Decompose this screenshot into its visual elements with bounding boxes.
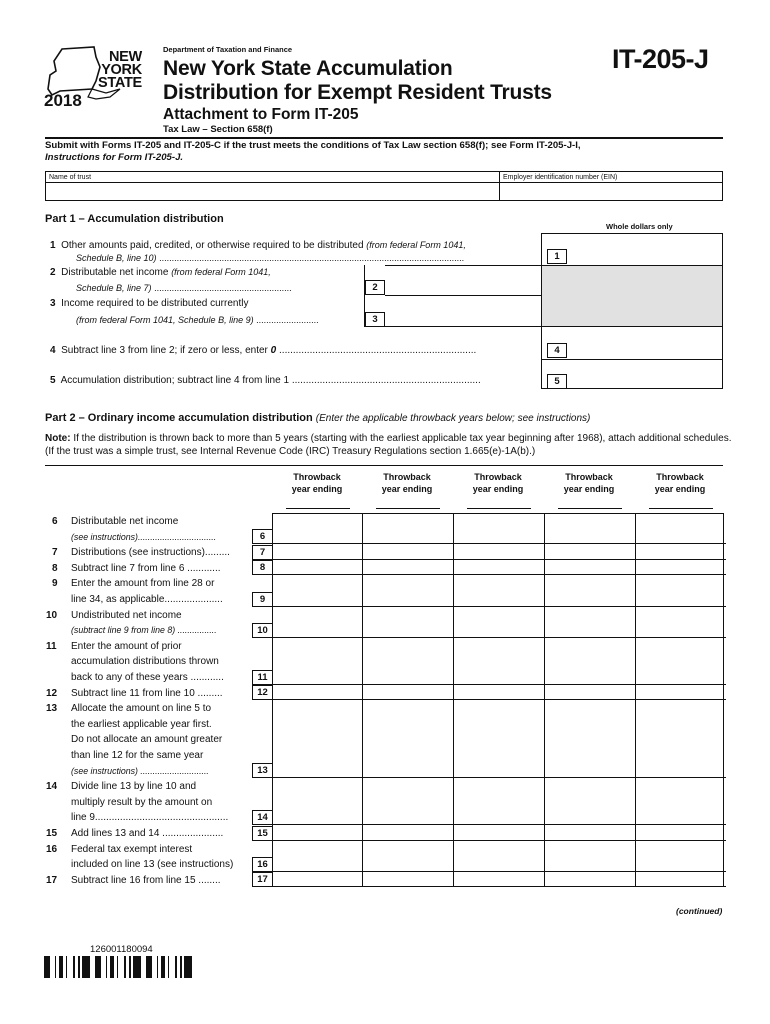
throwback-label: Throwback — [293, 472, 341, 482]
line11-text: Enter the amount of prior — [71, 640, 182, 652]
barcode-bar — [44, 956, 47, 978]
line15-cell[interactable] — [272, 825, 363, 841]
submit-text: Submit with Forms IT-205 and IT-205-C if the trust meets the conditions of Tax Law section 658(f); see Form IT-205-J-I, — [45, 140, 581, 151]
line14-cell[interactable] — [635, 778, 726, 825]
grid-top-border — [272, 513, 724, 514]
line2-label — [50, 266, 271, 279]
line10-text: (subtract line 9 from line 8) ................ — [71, 625, 217, 636]
whole-dollars-note: Whole dollars only — [606, 222, 673, 231]
barcode-bar — [168, 956, 169, 978]
part1-heading: Part 1 – Accumulation distribution — [45, 213, 224, 225]
line17-number: 17 — [46, 874, 58, 886]
line7-box: 7 — [252, 545, 272, 560]
year-ending-label: year ending — [654, 484, 706, 494]
line14-text: multiply result by the amount on — [71, 796, 213, 808]
line10-cell[interactable] — [453, 607, 544, 638]
line12-number: 12 — [46, 687, 58, 699]
line16-text: included on line 13 (see instructions) — [71, 859, 234, 871]
submit-instructions — [45, 140, 735, 164]
logo-word-york: YORK — [101, 62, 142, 78]
leader-dots: ....................................................... — [154, 283, 292, 293]
leader-dots: ....................................................................... — [279, 345, 477, 356]
line14-number: 14 — [46, 781, 58, 793]
ein-value[interactable] — [500, 183, 722, 201]
line3-label — [50, 297, 248, 310]
line10-box: 10 — [252, 623, 272, 638]
line13-text: Allocate the amount on line 5 to — [71, 703, 212, 715]
line16-cell[interactable] — [272, 841, 363, 872]
line8-number: 8 — [52, 562, 58, 574]
barcode-bar — [117, 956, 118, 978]
line12-cell[interactable] — [362, 685, 453, 701]
line7-text: Distributions (see instructions)......... — [71, 547, 230, 559]
line4-text: Subtract line 3 from line 2; if zero or less, enter — [61, 345, 268, 356]
line12-box: 12 — [252, 685, 272, 700]
ny-state-logo — [40, 45, 150, 115]
line9-text: Enter the amount from line 28 or — [71, 578, 215, 590]
barcode-bar — [180, 956, 182, 978]
line6-cell[interactable] — [272, 513, 363, 544]
line14-cell[interactable] — [362, 778, 453, 825]
part2-heading — [45, 412, 590, 424]
line11-cell[interactable] — [544, 638, 635, 685]
line17-cell[interactable] — [362, 872, 453, 888]
throwback-label: Throwback — [565, 472, 613, 482]
barcode-bar — [85, 956, 87, 978]
logo-word-new: NEW — [108, 49, 142, 65]
line7-number: 7 — [52, 547, 58, 559]
year-ending-label: year ending — [472, 484, 524, 494]
line11-cell[interactable] — [362, 638, 453, 685]
line13-text: than line 12 for the same year — [71, 750, 204, 761]
line2-box: 2 — [365, 280, 385, 295]
line6-number: 6 — [52, 516, 58, 527]
logo-word-state: STATE — [98, 75, 142, 91]
line9-box: 9 — [252, 592, 272, 607]
line8-cell[interactable] — [635, 560, 726, 576]
line1-label — [50, 239, 466, 252]
leader-dots: ......................... — [256, 315, 319, 325]
line5-number: 5 — [50, 375, 56, 386]
barcode-bar — [73, 956, 75, 978]
line5-box: 5 — [547, 374, 567, 389]
line4-number: 4 — [50, 345, 56, 356]
barcode-bar — [164, 956, 165, 978]
throwback-year-input[interactable] — [286, 508, 350, 509]
line1-text-italic: (from federal Form 1041, — [366, 240, 466, 250]
line15-cell[interactable] — [635, 825, 726, 841]
line3-number: 3 — [50, 298, 56, 309]
line11-text: accumulation distributions thrown — [71, 656, 219, 668]
trust-name-value[interactable] — [46, 183, 499, 201]
barcode-bar — [149, 956, 152, 978]
line1-box: 1 — [547, 249, 567, 264]
line3-box: 3 — [365, 312, 385, 327]
line11-text: back to any of these years ............ — [71, 672, 224, 683]
tax-year: 2018 — [44, 91, 82, 110]
line14-box: 14 — [252, 810, 272, 825]
throwback-year-header — [549, 471, 629, 495]
line2-amount[interactable] — [385, 265, 541, 296]
attachment-note: Attachment to Form IT-205 — [163, 106, 359, 123]
tax-law-reference: Tax Law – Section 658(f) — [163, 124, 273, 135]
line11-number: 11 — [46, 640, 57, 652]
line3-schedule: (from federal Form 1041, Schedule B, line 9) — [76, 315, 254, 325]
barcode-bar — [82, 956, 85, 978]
throwback-year-input[interactable] — [376, 508, 440, 509]
line8-cell[interactable] — [544, 560, 635, 576]
line15-cell[interactable] — [544, 825, 635, 841]
form-number: IT-205-J — [612, 44, 709, 74]
line10-cell[interactable] — [272, 607, 363, 638]
line6-text: (see instructions)................................ — [71, 531, 217, 542]
line1-schedule: Schedule B, line 10) — [76, 253, 157, 263]
barcode-bar — [113, 956, 114, 978]
throwback-label: Throwback — [383, 472, 431, 482]
barcode-bar — [129, 956, 131, 978]
barcode-bar — [66, 956, 67, 978]
line13-text: (see instructions) ............................ — [71, 765, 209, 776]
line8-cell[interactable] — [362, 560, 453, 576]
barcode-bar — [189, 956, 192, 978]
line16-text: Federal tax exempt interest — [71, 843, 193, 855]
throwback-year-header — [367, 471, 447, 495]
line11-cell[interactable] — [272, 638, 363, 685]
throwback-year-input[interactable] — [649, 508, 713, 509]
line7-cell[interactable] — [635, 544, 726, 560]
line14-cell[interactable] — [453, 778, 544, 825]
continued-note: (continued) — [676, 906, 723, 916]
line14-cell[interactable] — [544, 778, 635, 825]
line8-box: 8 — [252, 560, 272, 575]
line9-cell[interactable] — [544, 575, 635, 606]
line8-text: Subtract line 7 from line 6 ............ — [71, 562, 221, 574]
line13-box: 13 — [252, 763, 272, 778]
throwback-label: Throwback — [656, 472, 704, 482]
barcode-bar — [133, 956, 136, 978]
logo-wordmark — [98, 51, 142, 90]
barcode-bar — [106, 956, 107, 978]
form-title-line1: New York State Accumulation — [163, 57, 453, 80]
throwback-label: Throwback — [474, 472, 522, 482]
line2-3-divider — [364, 265, 365, 327]
barcode-bar — [110, 956, 113, 978]
header-divider — [45, 137, 723, 139]
barcode-bar — [184, 956, 187, 978]
line1-label-cont — [76, 252, 464, 265]
line10-text: Undistributed net income — [71, 609, 182, 621]
line11-box: 11 — [252, 670, 272, 685]
line5-amount[interactable] — [541, 359, 723, 389]
line16-cell[interactable] — [453, 841, 544, 872]
year-ending-label: year ending — [381, 484, 433, 494]
trust-name-field[interactable] — [45, 171, 500, 201]
line9-cell[interactable] — [453, 575, 544, 606]
line9-cell[interactable] — [272, 575, 363, 606]
line4-amount[interactable] — [541, 327, 723, 359]
year-ending-label: year ending — [291, 484, 343, 494]
line4-box: 4 — [547, 343, 567, 358]
barcode-bar — [47, 956, 50, 978]
department-name: Department of Taxation and Finance — [163, 45, 293, 54]
barcode-bar — [138, 956, 141, 978]
barcode — [44, 956, 196, 978]
line15-cell[interactable] — [362, 825, 453, 841]
part2-heading-text: Part 2 – Ordinary income accumulation distribution — [45, 412, 313, 424]
line17-cell[interactable] — [272, 872, 363, 888]
line2-number: 2 — [50, 267, 56, 278]
line7-cell[interactable] — [272, 544, 363, 560]
part2-divider — [45, 465, 723, 466]
line4-zero: 0 — [270, 345, 277, 356]
barcode-bar — [87, 956, 90, 978]
line6-box: 6 — [252, 529, 272, 544]
barcode-bar — [78, 956, 80, 978]
line6-text: Distributable net income — [71, 516, 179, 527]
throwback-year-header — [458, 471, 538, 495]
line13-text: the earliest applicable year first. — [71, 718, 212, 730]
line12-cell[interactable] — [544, 685, 635, 701]
barcode-bar — [59, 956, 62, 978]
trust-name-label: Name of trust — [46, 172, 499, 183]
line11-cell[interactable] — [453, 638, 544, 685]
line2-text-italic: (from federal Form 1041, — [171, 267, 271, 277]
line5-label — [50, 374, 481, 387]
barcode-bar — [175, 956, 177, 978]
line10-cell[interactable] — [362, 607, 453, 638]
part2-note — [45, 432, 735, 458]
line13-cell[interactable] — [453, 700, 544, 778]
barcode-icon — [44, 956, 196, 978]
line7-cell[interactable] — [362, 544, 453, 560]
line1-number: 1 — [50, 240, 56, 251]
line12-cell[interactable] — [272, 685, 363, 701]
line10-number: 10 — [46, 609, 58, 621]
form-title — [163, 57, 552, 105]
line4-label — [50, 344, 476, 357]
throwback-year-input[interactable] — [467, 508, 531, 509]
throwback-year-header — [640, 471, 720, 495]
line9-text: line 34, as applicable..................... — [71, 594, 223, 605]
line17-text: Subtract line 16 from line 15 ........ — [71, 874, 221, 886]
line14-cell[interactable] — [272, 778, 363, 825]
note-text: If the distribution is thrown back to more than 5 years (starting with the earliest applicable tax year beginning after 1968), attach additional schedules. (If the trust was a simple trust, see Internal Revenue Code (IRC) Treasury Regulations section 1.665(e)-1A(b).) — [45, 433, 732, 457]
leader-dots: .................................................................... — [291, 375, 481, 386]
line16-cell[interactable] — [362, 841, 453, 872]
line8-cell[interactable] — [453, 560, 544, 576]
line10-cell[interactable] — [544, 607, 635, 638]
line3-label-cont — [76, 314, 319, 327]
line7-cell[interactable] — [453, 544, 544, 560]
barcode-bar — [136, 956, 138, 978]
line16-number: 16 — [46, 843, 58, 855]
line12-cell[interactable] — [635, 685, 726, 701]
barcode-bar — [124, 956, 126, 978]
ein-field[interactable] — [500, 171, 723, 201]
line12-cell[interactable] — [453, 685, 544, 701]
line16-box: 16 — [252, 857, 272, 872]
note-label: Note: — [45, 433, 71, 444]
line1-text: Other amounts paid, credited, or otherwise required to be distributed — [61, 240, 364, 251]
line9-cell[interactable] — [362, 575, 453, 606]
line2-text: Distributable net income — [61, 267, 169, 278]
line16-cell[interactable] — [635, 841, 726, 872]
line15-box: 15 — [252, 826, 272, 841]
line17-box: 17 — [252, 872, 272, 887]
barcode-bar — [55, 956, 56, 978]
line15-cell[interactable] — [453, 825, 544, 841]
leader-dots: .......................................................................................................................... — [159, 253, 465, 263]
barcode-bar — [187, 956, 189, 978]
throwback-year-header — [277, 471, 357, 495]
line13-cell[interactable] — [635, 700, 726, 778]
part2-heading-italic: (Enter the applicable throwback years below; see instructions) — [315, 413, 591, 424]
line3-amount[interactable] — [385, 296, 541, 327]
line17-cell[interactable] — [544, 872, 635, 888]
line6-cell[interactable] — [635, 513, 726, 544]
line14-text: Divide line 13 by line 10 and — [71, 781, 197, 793]
line1-amount[interactable] — [541, 233, 723, 265]
line10-cell[interactable] — [635, 607, 726, 638]
line13-text: Do not allocate an amount greater — [71, 734, 223, 746]
line17-cell[interactable] — [453, 872, 544, 888]
form-title-line2: Distribution for Exempt Resident Trusts — [163, 81, 552, 104]
barcode-bar — [157, 956, 158, 978]
line14-text: line 9................................................ — [71, 812, 229, 824]
line15-text: Add lines 13 and 14 ...................... — [71, 828, 224, 839]
line8-cell[interactable] — [272, 560, 363, 576]
line9-cell[interactable] — [635, 575, 726, 606]
line2-label-cont — [76, 282, 292, 295]
line13-number: 13 — [46, 703, 58, 715]
line13-cell[interactable] — [272, 700, 363, 778]
line15-number: 15 — [46, 828, 58, 839]
year-ending-label: year ending — [563, 484, 615, 494]
barcode-number: 126001180094 — [90, 944, 153, 955]
barcode-bar — [95, 956, 98, 978]
line16-cell[interactable] — [544, 841, 635, 872]
line9-number: 9 — [52, 578, 58, 590]
barcode-bar — [146, 956, 149, 978]
grid-right-border — [723, 513, 724, 887]
shaded-area — [541, 265, 723, 327]
line3-text: Income required to be distributed currently — [61, 298, 249, 309]
ein-label: Employer identification number (EIN) — [500, 172, 722, 183]
line7-cell[interactable] — [544, 544, 635, 560]
throwback-year-input[interactable] — [558, 508, 622, 509]
line17-cell[interactable] — [635, 872, 726, 888]
line6-cell[interactable] — [362, 513, 453, 544]
submit-text-italic: Instructions for Form IT-205-J. — [45, 152, 184, 163]
barcode-bar — [62, 956, 63, 978]
line2-schedule: Schedule B, line 7) — [76, 283, 152, 293]
line6-cell[interactable] — [544, 513, 635, 544]
barcode-bar — [98, 956, 101, 978]
line13-cell[interactable] — [362, 700, 453, 778]
line11-cell[interactable] — [635, 638, 726, 685]
line13-cell[interactable] — [544, 700, 635, 778]
barcode-bar — [161, 956, 164, 978]
line5-text: Accumulation distribution; subtract line 4 from line 1 — [60, 375, 290, 386]
line12-text: Subtract line 11 from line 10 ......... — [71, 687, 223, 699]
line6-cell[interactable] — [453, 513, 544, 544]
